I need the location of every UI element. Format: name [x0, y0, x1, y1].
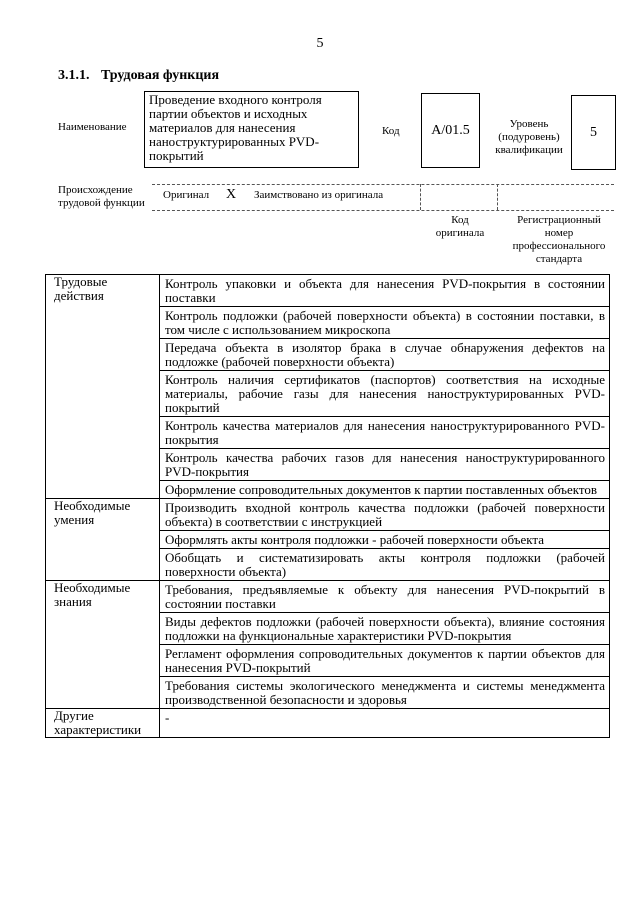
origin-top-border [152, 184, 614, 185]
item-cell: - [160, 709, 610, 738]
item-cell: Контроль качества материалов для нанесения наноструктурированного PVD-покрытия [160, 417, 610, 449]
section-number: 3.1.1. [58, 68, 90, 83]
level-label: Уровень (подуровень) квалификации [495, 118, 563, 156]
labor-function-table [45, 274, 610, 738]
category-cell: Другие характеристики [46, 709, 160, 738]
function-name-box: Проведение входного контроля партии объектов и исходных материалов для нанесения наноструктурированных PVD-покрытий [144, 91, 359, 168]
table-row [46, 581, 610, 613]
item-cell: Требования, предъявляемые к объекту для нанесения PVD-покрытий в состоянии поставки [160, 581, 610, 613]
origin-label: Происхождение трудовой функции [58, 184, 145, 209]
origin-row [152, 189, 617, 209]
page-number: 5 [316, 36, 324, 51]
item-cell: Контроль наличия сертификатов (паспортов) соответствия на исходные материалы, рабочие газы для нанесения наноструктурированных PVD-покрытий [160, 371, 610, 417]
code-box: А/01.5 [421, 93, 480, 168]
item-cell: Контроль упаковки и объекта для нанесения PVD-покрытия в состоянии поставки [160, 275, 610, 307]
borrowed-label: Заимствовано из оригинала [254, 189, 384, 201]
item-cell: Требования системы экологического менеджмента и системы менеджмента производственной безопасности и здоровья [160, 677, 610, 709]
name-label: Наименование [58, 121, 127, 133]
item-cell: Виды дефектов подложки (рабочей поверхности объекта), влияние состояния подложки на функциональные характеристики PVD-покрытия [160, 613, 610, 645]
code-label: Код [382, 125, 400, 137]
item-cell: Обобщать и систематизировать акты контроля подложки (рабочей поверхности объекта) [160, 549, 610, 581]
item-cell: Оформление сопроводительных документов к партии поставленных объектов [160, 481, 610, 499]
level-box: 5 [571, 95, 616, 170]
section-title: Трудовая функция [101, 68, 220, 83]
origin-divider-2 [497, 184, 498, 210]
item-cell: Оформлять акты контроля подложки - рабочей поверхности объекта [160, 531, 610, 549]
original-mark: X [226, 187, 237, 202]
table-row [46, 499, 610, 531]
table-row [46, 275, 610, 307]
original-label: Оригинал [163, 189, 210, 201]
item-cell: Передача объекта в изолятор брака в случае обнаружения дефектов на подложке (рабочей поверхности объекта) [160, 339, 610, 371]
code-of-original-label: Код оригинала [435, 214, 485, 239]
reg-number-label: Регистрационный номер профессионального стандарта [512, 214, 606, 265]
origin-bottom-border [152, 210, 614, 211]
section-heading [58, 68, 219, 84]
item-cell: Контроль подложки (рабочей поверхности объекта) в состоянии поставки, в том числе с использованием микроскопа [160, 307, 610, 339]
item-cell: Регламент оформления сопроводительных документов к партии объектов для нанесения PVD-покрытий [160, 645, 610, 677]
category-cell: Трудовые действия [46, 275, 160, 499]
category-cell: Необходимые умения [46, 499, 160, 581]
category-cell: Необходимые знания [46, 581, 160, 709]
item-cell: Производить входной контроль качества подложки (рабочей поверхности объекта) в соответствии с инструкцией [160, 499, 610, 531]
table-row [46, 709, 610, 738]
origin-divider-1 [420, 184, 421, 210]
item-cell: Контроль качества рабочих газов для нанесения наноструктурированного PVD-покрытия [160, 449, 610, 481]
